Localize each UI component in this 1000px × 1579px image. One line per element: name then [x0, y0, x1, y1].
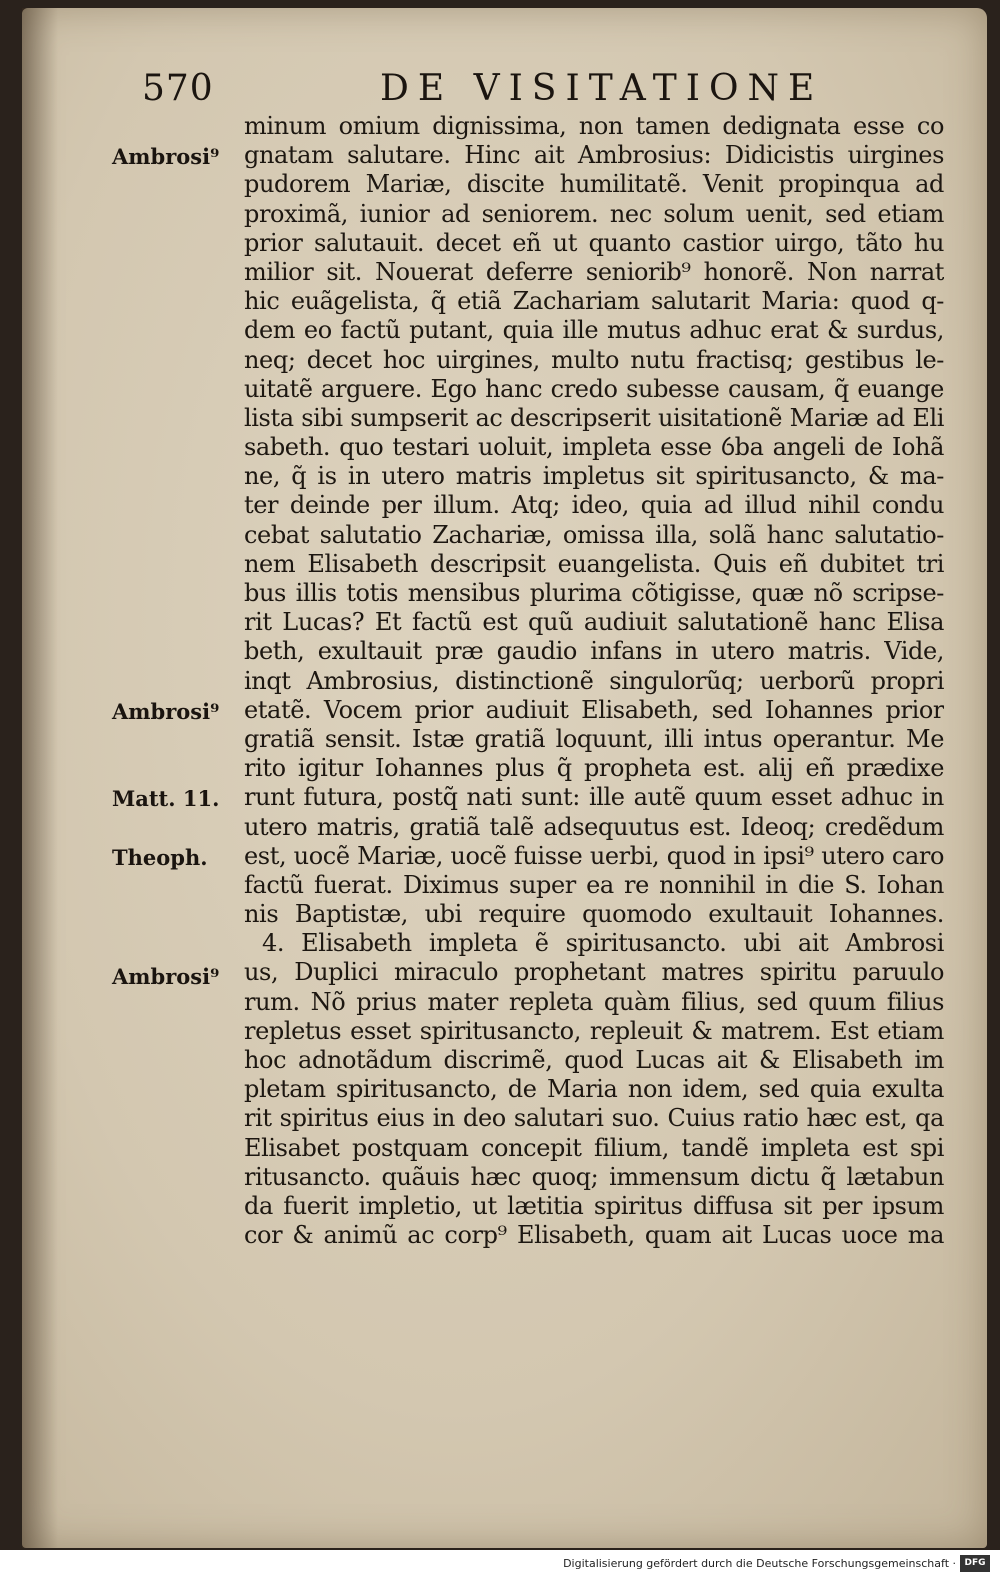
text-line: ter deinde per illum. Atq; ideo, quia ad illud nihil condu [244, 491, 944, 520]
text-line: nem Elisabeth descripsit euangelista. Quis eñ dubitet tri [244, 549, 944, 578]
text-line: utero matris, gratiã talẽ adsequutus est. Ideoq; credẽdum [244, 812, 944, 841]
text-line: lista sibi sumpserit ac descripserit uisitationẽ Mariæ ad Eli [244, 403, 944, 432]
text-line: us, Duplici miraculo prophetant matres spiritu paruulo [244, 958, 944, 987]
text-line: cor & animũ ac corp⁹ Elisabeth, quam ait Lucas uoce ma [244, 1221, 944, 1250]
margin-note-ambrosius-1: Ambrosi⁹ [112, 144, 220, 169]
text-line: rito igitur Iohannes plus q̃ propheta est. alij eñ prædixe [244, 754, 944, 783]
text-line: prior salutauit. decet eñ ut quanto castior uirgo, tãto hu [244, 228, 944, 257]
text-line: hoc adnotãdum discrimẽ, quod Lucas ait & Elisabeth im [244, 1046, 944, 1074]
text-line: Elisabet postquam concepit filium, tandẽ impleta est spi [244, 1133, 944, 1162]
text-line: repletus esset spiritusancto, repleuit & matrem. Est etiam [244, 1016, 944, 1045]
text-line: ritusancto. quãuis hæc quoq; immensum dictu q̃ lætabun [244, 1162, 944, 1191]
running-title: DE VISITATIONE [380, 68, 824, 109]
footer-bar [0, 1550, 1000, 1579]
text-line: uitatẽ arguere. Ego hanc credo subesse causam, q̃ euange [244, 374, 944, 403]
text-line: runt futura, postq̃ nati sunt: ille autẽ quum esset adhuc in [244, 783, 944, 812]
running-head [142, 68, 902, 118]
text-line: nis Baptistæ, ubi require quomodo exultauit Iohannes. [244, 900, 944, 929]
text-line: inqt Ambrosius, distinctionẽ singulorũq; uerborũ propri [244, 666, 944, 695]
margin-note-ambrosius-3: Ambrosi⁹ [112, 964, 220, 989]
text-line: cebat salutatio Zachariæ, omissa illa, solã hanc salutatio- [244, 520, 944, 549]
text-line: pletam spiritusancto, de Maria non idem, sed quia exulta [244, 1075, 944, 1104]
page-number: 570 [142, 68, 214, 109]
funding-notice: Digitalisierung gefördert durch die Deutsche Forschungsgemeinschaft · [563, 1557, 956, 1570]
text-line: pudorem Mariæ, discite humilitatẽ. Venit propinqua ad [244, 170, 944, 199]
text-line: gnatam salutare. Hinc ait Ambrosius: Didicistis uirgines [244, 141, 944, 170]
text-line: gratiã sensit. Istæ gratiã loquunt, illi intus operantur. Me [244, 724, 944, 753]
margin-note-ambrosius-2: Ambrosi⁹ [112, 699, 220, 724]
text-line: factũ fuerat. Diximus super ea re nonnihil in die S. Iohan [244, 870, 944, 899]
text-line: rit spiritus eius in deo salutari suo. Cuius ratio hæc est, qa [244, 1104, 944, 1133]
text-line: ne, q̃ is in utero matris impletus sit spiritusancto, & ma- [244, 462, 944, 491]
text-line: 4. Elisabeth impleta ẽ spiritusancto. ubi ait Ambrosi [262, 929, 944, 958]
text-line: dem eo factũ putant, quia ille mutus adhuc erat & surdus, [244, 316, 944, 345]
text-line: milior sit. Nouerat deferre seniorib⁹ honorẽ. Non narrat [244, 257, 944, 286]
text-line: etatẽ. Vocem prior audiuit Elisabeth, sed Iohannes prior [244, 695, 944, 724]
page-gutter-shadow [22, 8, 58, 1548]
text-line: minum omium dignissima, non tamen dedignata esse co [244, 112, 944, 140]
text-line: rit Lucas? Et factũ est quũ audiuit salutationẽ hanc Elisa [244, 608, 944, 637]
text-line: hic euãgelista, q̃ etiã Zachariam salutarit Maria: quod q- [244, 287, 944, 316]
text-line: sabeth. quo testari uoluit, impleta esse ỽba angeli de Iohã [244, 433, 944, 462]
text-line: neq; decet hoc uirgines, multo nutu fractisq; gestibus le- [244, 345, 944, 374]
text-line: est, uocẽ Mariæ, uocẽ fuisse uerbi, quod in ipsi⁹ utero caro [244, 841, 944, 870]
text-line: da fuerit impletio, ut lætitia spiritus diffusa sit per ipsum [244, 1191, 944, 1220]
margin-note-matthew: Matt. 11. [112, 786, 220, 811]
text-line: bus illis totis mensibus plurima cõtigisse, quæ nõ scripse- [244, 579, 944, 607]
text-line: proximã, iunior ad seniorem. nec solum uenit, sed etiam [244, 199, 944, 228]
margin-note-theophylact: Theoph. [112, 845, 208, 870]
text-line: beth, exultauit præ gaudio infans in utero matris. Vide, [244, 637, 944, 666]
text-line: rum. Nõ prius mater repleta quàm filius, sed quum filius [244, 987, 944, 1016]
body-text [244, 112, 944, 1250]
dfg-logo-icon: DFG [960, 1555, 990, 1572]
